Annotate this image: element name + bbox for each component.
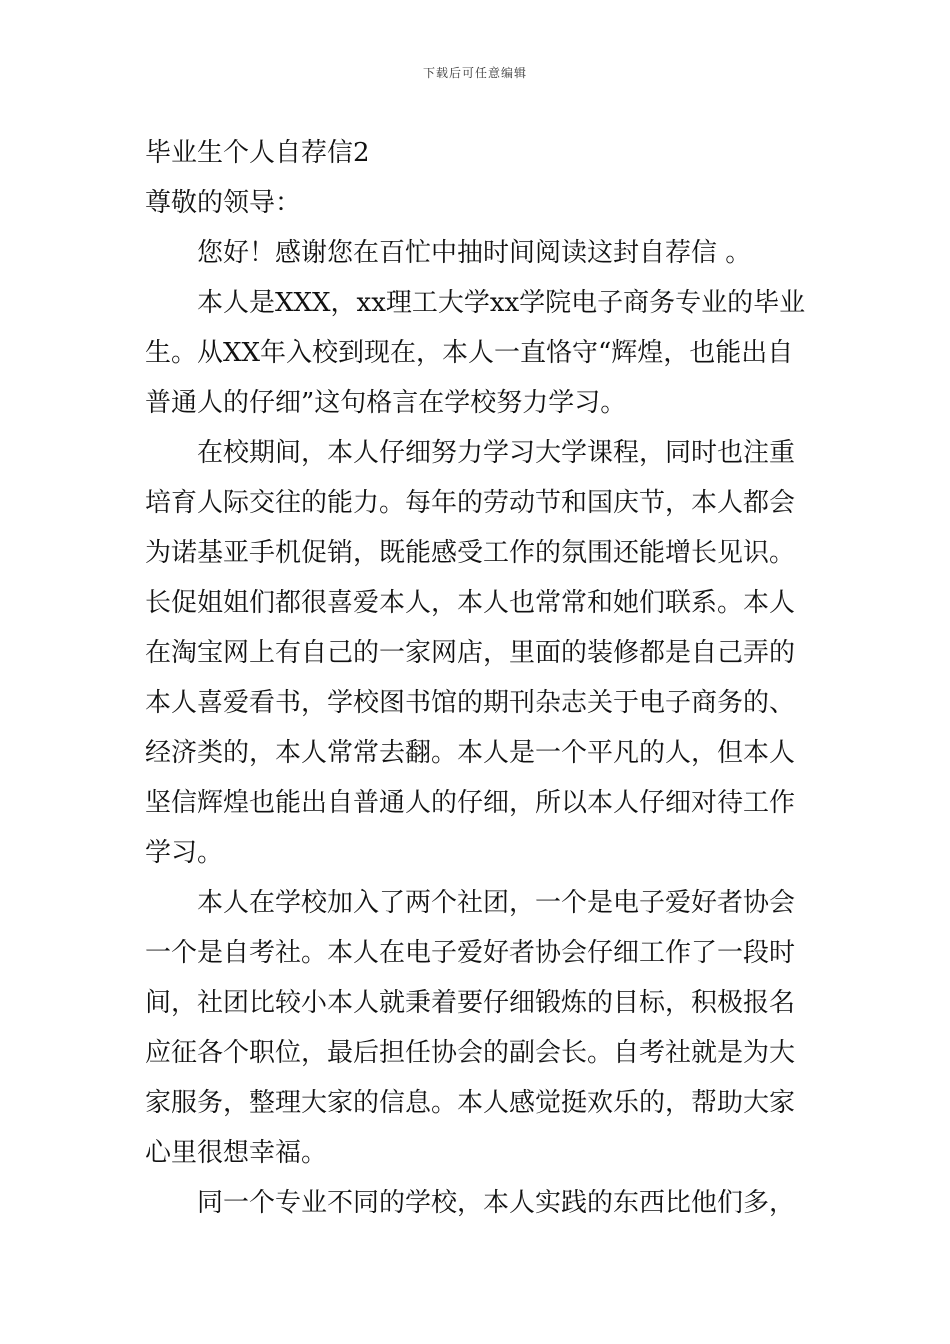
document-body bbox=[145, 128, 810, 1228]
letter-line: 本人是XXX，xx理工大学xx学院电子商务专业的毕业 bbox=[197, 288, 806, 318]
document-title: 毕业生个人自荐信2 bbox=[145, 138, 370, 168]
header-note: 下载后可任意编辑 bbox=[422, 66, 527, 80]
letter-line: 您好！感谢您在百忙中抽时间阅读这封自荐信 。 bbox=[197, 238, 752, 268]
letter-line: 本人喜爱看书，学校图书馆的期刊杂志关于电子商务的、 bbox=[145, 688, 796, 718]
letter-line: 家服务，整理大家的信息。本人感觉挺欢乐的，帮助大家 bbox=[145, 1088, 796, 1118]
letter-line: 间，社团比较小本人就秉着要仔细锻炼的目标，积极报名 bbox=[145, 988, 796, 1018]
letter-line: 为诺基亚手机促销，既能感受工作的氛围还能增长见识。 bbox=[145, 538, 796, 568]
letter-line: 坚信辉煌也能出自普通人的仔细，所以本人仔细对待工作 bbox=[145, 788, 796, 818]
letter-line: 普通人的仔细”这句格言在学校努力学习。 bbox=[145, 388, 627, 418]
letter-lines bbox=[145, 228, 810, 1228]
letter-line: 生。从XX年入校到现在，本人一直恪守“辉煌，也能出自 bbox=[145, 338, 794, 368]
salutation: 尊敬的领导： bbox=[145, 188, 302, 218]
letter-line: 在校期间，本人仔细努力学习大学课程，同时也注重 bbox=[197, 438, 796, 468]
letter-line: 心里很想幸福。 bbox=[145, 1138, 328, 1168]
letter-line: 本人在学校加入了两个社团，一个是电子爱好者协会 bbox=[197, 888, 796, 918]
letter-line: 应征各个职位，最后担任协会的副会长。自考社就是为大 bbox=[145, 1038, 796, 1068]
letter-line: 培育人际交往的能力。每年的劳动节和国庆节，本人都会 bbox=[145, 488, 796, 518]
letter-line: 在淘宝网上有自己的一家网店，里面的装修都是自己弄的 bbox=[145, 638, 796, 668]
letter-line: 一个是自考社。本人在电子爱好者协会仔细工作了一段时 bbox=[145, 938, 796, 968]
letter-line: 同一个专业不同的学校，本人实践的东西比他们多， bbox=[197, 1188, 796, 1218]
letter-line: 经济类的，本人常常去翻。本人是一个平凡的人，但本人 bbox=[145, 738, 796, 768]
letter-line: 长促姐姐们都很喜爱本人，本人也常常和她们联系。本人 bbox=[145, 588, 796, 618]
letter-line: 学习。 bbox=[145, 838, 224, 868]
